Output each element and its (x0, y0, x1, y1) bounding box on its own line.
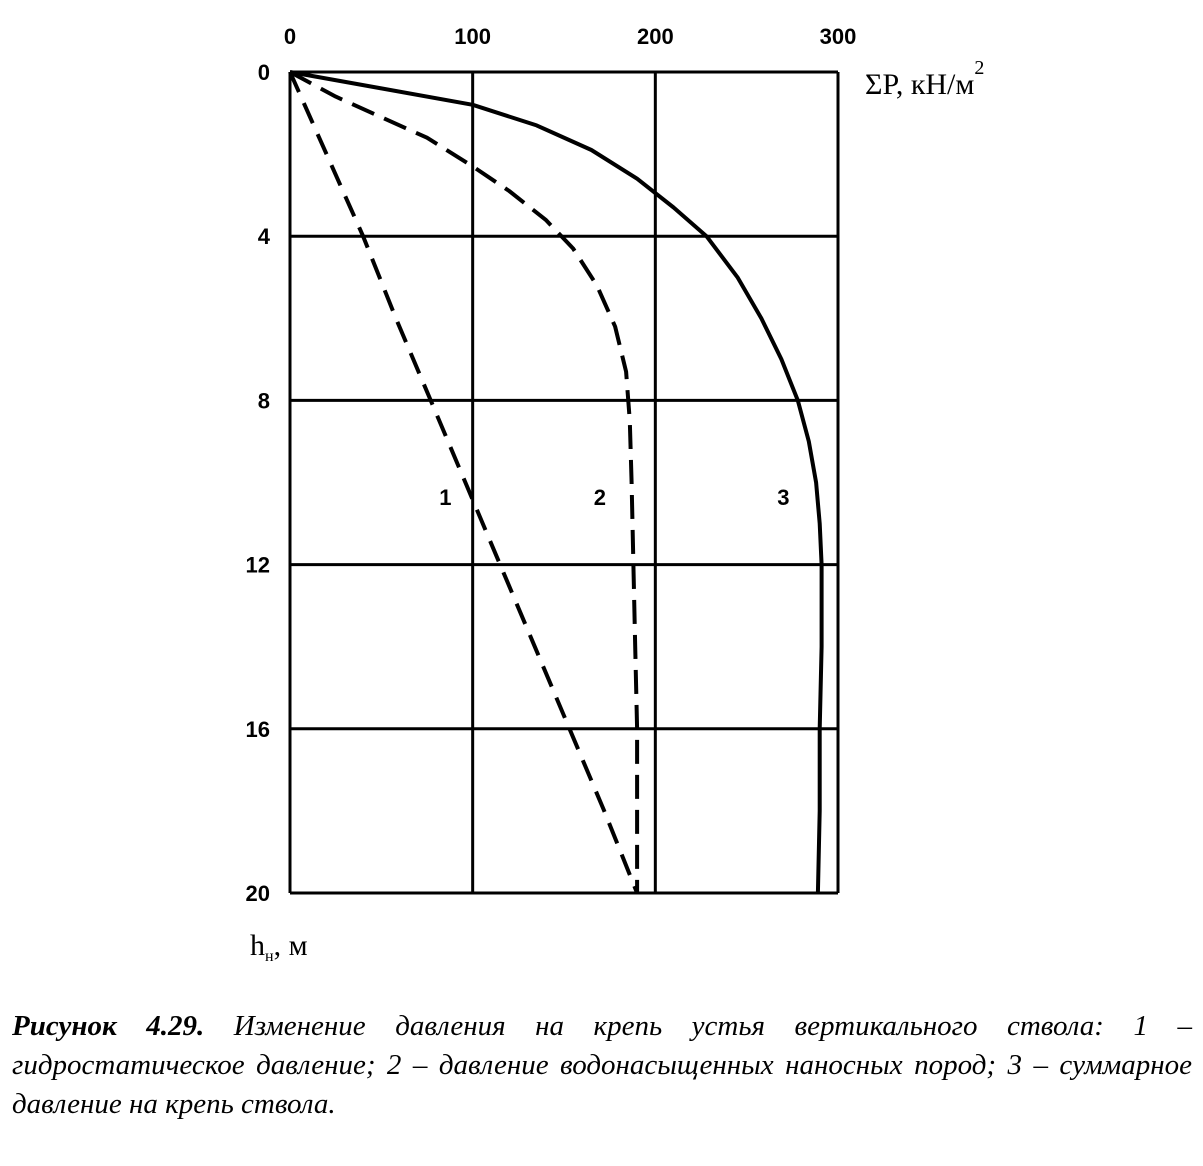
x-axis-tick-labels (284, 24, 856, 49)
series-label-1: 1 (439, 484, 452, 510)
y-axis-title: $h_н$, м (250, 929, 308, 965)
x-tick-label-100: 100 (454, 24, 492, 49)
figure-caption-lead: Рисунок 4.29. (12, 1010, 205, 1042)
x-tick-label-200: 200 (636, 24, 674, 49)
chart-series (290, 72, 822, 893)
series-label-2: 2 (593, 484, 607, 510)
y-axis-tick-labels (246, 60, 271, 906)
figure-caption-text: Изменение давления на крепь устья вертикального ствола: 1 – гидростатическое давление; 2 – давление водонасыщенных наносных пород; 3 – суммарное давление на крепь ствола. (12, 1010, 1192, 1120)
y-axis-title-subscript: н (265, 948, 274, 965)
y-tick-label-8: 8 (257, 388, 270, 414)
figure-caption (12, 1007, 1192, 1124)
series-line-1 (290, 72, 637, 893)
series-label-3: 3 (777, 484, 790, 510)
chart-grid (290, 72, 838, 893)
x-axis-title-superscript: 2 (974, 57, 985, 79)
y-tick-label-20: 20 (245, 881, 270, 906)
series-line-3 (290, 72, 822, 893)
x-axis-title: ΣP, $кН/м^2$ (865, 57, 985, 101)
y-tick-label-0: 0 (257, 60, 270, 85)
x-tick-label-300: 300 (819, 24, 857, 49)
y-tick-label-12: 12 (245, 552, 270, 578)
x-tick-label-0: 0 (283, 24, 297, 49)
y-tick-label-4: 4 (257, 224, 270, 250)
series-labels (439, 485, 789, 510)
y-tick-label-16: 16 (245, 716, 270, 742)
